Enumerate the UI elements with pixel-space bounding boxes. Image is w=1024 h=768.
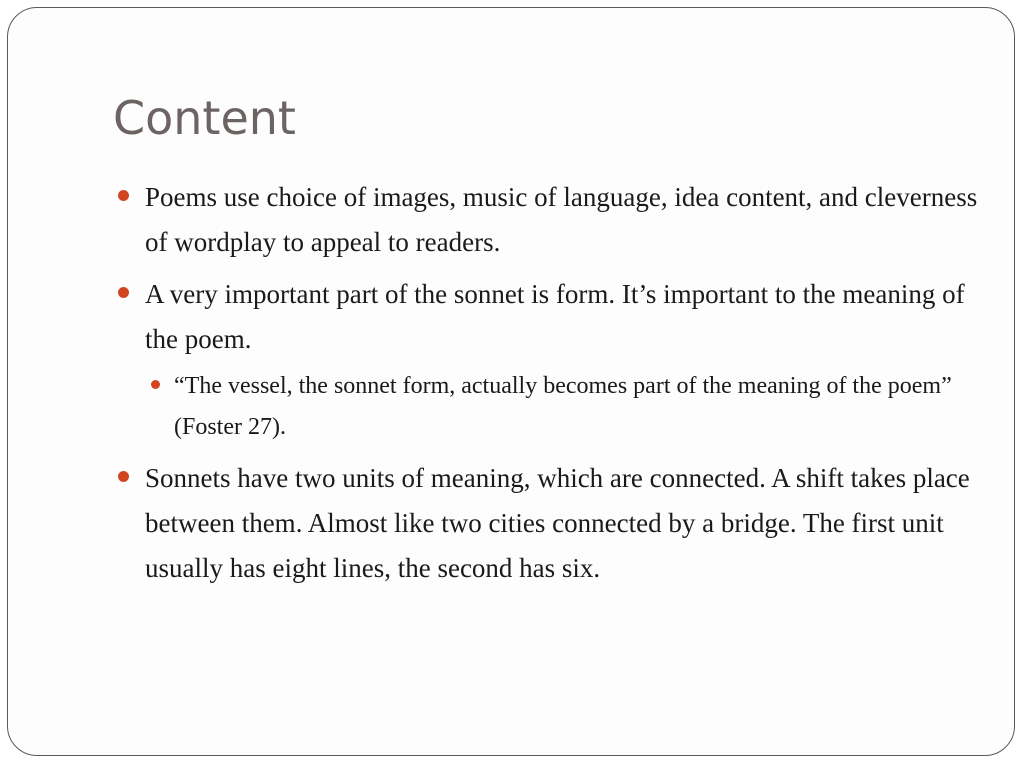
bullet-text: Poems use choice of images, music of language, idea content, and cleverness of wordplay to appeal to readers.	[145, 182, 978, 257]
slide-body	[112, 175, 982, 598]
sub-bullet-item	[147, 366, 982, 448]
slide	[7, 7, 1015, 756]
bullet-text: A very important part of the sonnet is form. It’s important to the meaning of the poem.	[145, 279, 965, 354]
bullet-item	[112, 456, 982, 591]
bullet-text: Sonnets have two units of meaning, which are connected. A shift takes place between them. Almost like two cities connected by a bridge. The first unit usually has eight lines, the second has six.	[145, 463, 970, 583]
bullet-dot-icon	[118, 287, 129, 298]
sub-bullet-dot-icon	[151, 380, 160, 389]
sub-bullet-text: “The vessel, the sonnet form, actually becomes part of the meaning of the poem” (Foster 27).	[174, 373, 952, 440]
bullet-dot-icon	[118, 190, 129, 201]
bullet-item	[112, 272, 982, 362]
bullet-dot-icon	[118, 471, 129, 482]
slide-title: Content	[113, 91, 296, 145]
bullet-item	[112, 175, 982, 265]
